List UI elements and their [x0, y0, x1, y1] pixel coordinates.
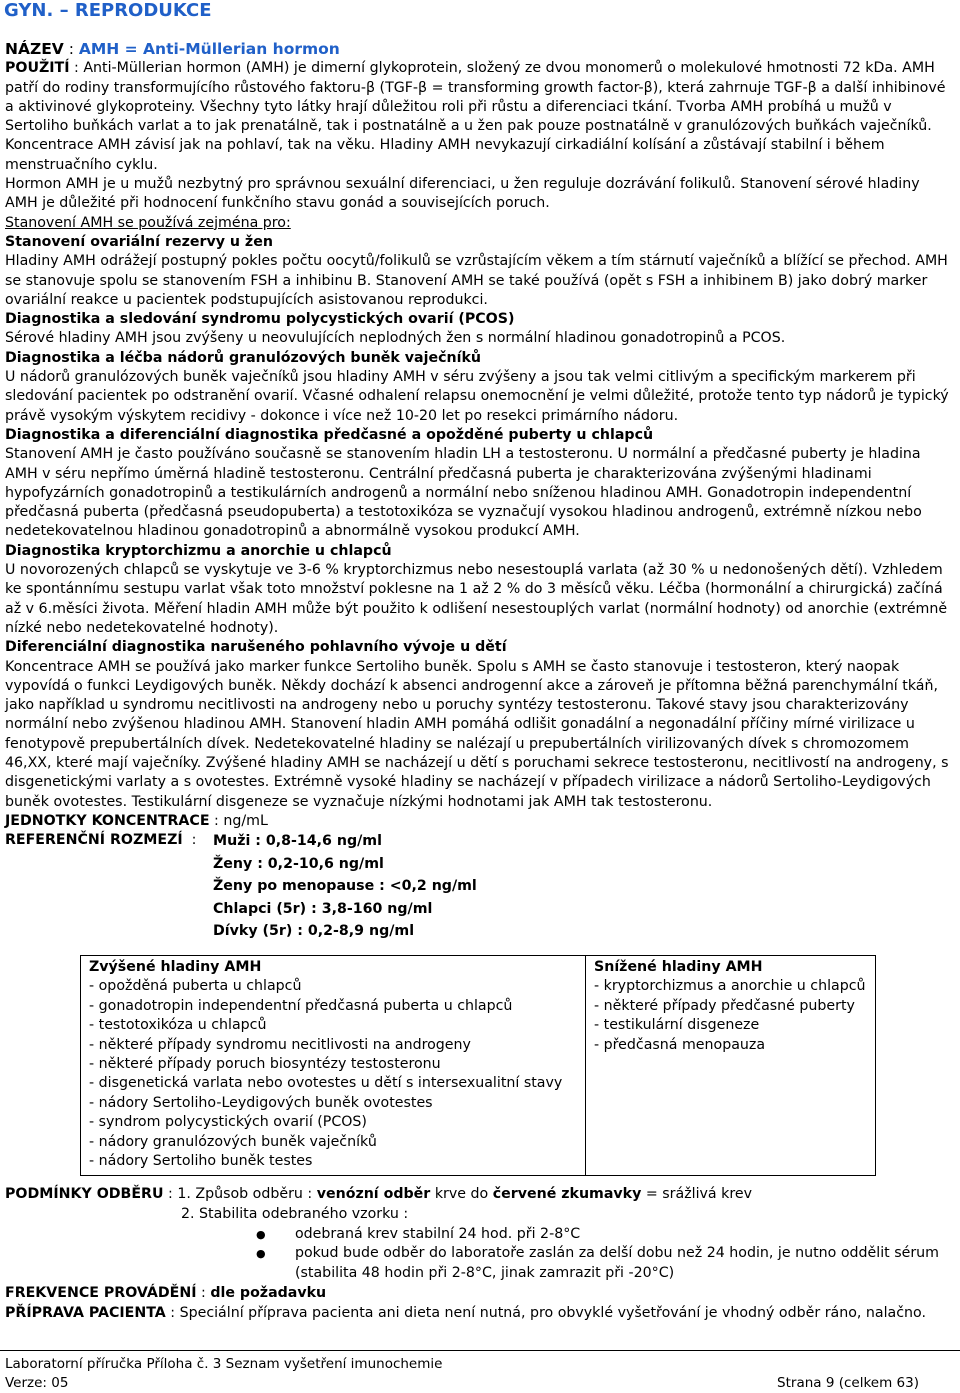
units-line: JEDNOTKY KONCENTRACE : ng/mL — [5, 812, 268, 829]
used-for-label: Stanovení AMH se používá zejména pro: — [5, 214, 291, 231]
table-item: - nádory Sertoliho-Leydigových buněk ovotestes — [89, 1094, 433, 1111]
units-value: ng/mL — [223, 812, 268, 829]
usage-label: POUŽITÍ — [5, 60, 70, 77]
increased-levels-cell — [81, 956, 586, 1176]
reference-value: Ženy : 0,2-10,6 ng/ml — [213, 855, 384, 872]
amh-levels-table — [80, 955, 876, 1176]
name-line: NÁZEV : AMH = Anti-Müllerian hormon — [5, 40, 340, 58]
frequency-line: FREKVENCE PROVÁDĚNÍ : dle požadavku — [5, 1284, 327, 1301]
table-item: - disgenetická varlata nebo ovotestes u dětí s intersexualitní stavy — [89, 1075, 563, 1092]
bottom-section — [5, 1185, 949, 1324]
section-text: U novorozených chlapců se vyskytuje ve 3-6 % kryptorchizmus nebo nesestouplá varlata (až 30 % u nedonošených dětí). Vzhledem ke spontánnímu sestupu varlat však toto množství poklesne na 1 až 2 % do 3 měsíců věku. Léčba (hormonální a chirurgická) začíná až v 6.měsíci života. Měření hladin AMH může být použito k odlišení nesestouplých varlat (normální hodnoty) od anorchie (extrémně nízké nebo nedetekovatelné hodnoty). — [5, 562, 948, 636]
section-text: Hladiny AMH odrážejí postupný pokles počtu oocytů/folikulů se vzrůstajícím věkem a tím stárnutí vaječníků a blížící se přechod. AMH se stanovuje spolu se stanovením FSH a inhibinu B. Stanovení AMH se také používá (opět s FSH a inhibinem B) jako dobrý marker ovariální reakce u pacientek podstupujících asistovanou reprodukci. — [5, 253, 948, 308]
footer-title: Laboratorní příručka Příloha č. 3 Seznam vyšetření imunochemie — [5, 1356, 443, 1372]
stability-label: 2. Stabilita odebraného vzorku : — [181, 1205, 409, 1222]
usage-paragraph: POUŽITÍ : Anti-Müllerian hormon (AMH) je dimerní glykoprotein, složený ze dvou monomerů o molekulové hmotnosti 72 kDa. AMH patří do rodiny transformujícího růstového faktoru-β (TGF-β = transforming growth factor-β), která zahrnuje TGF-β a další inhibinové a aktivinové glykoproteiny. Všechny tyto látky hrají důležitou roli při růstu a diferenciaci tkání. Tvorba AMH probíhá u mužů v Sertoliho buňkách varlat a to jak prenatálně, tak i postnatálně a u žen pak pouze postnatálně v granulózových buňkách vaječníků. Koncentrace AMH závisí jak na pohlaví, tak na věku. Hladiny AMH nevykazují cirkadiální kolísání a zůstávají stabilní i během menstruačního cyklu. — [5, 60, 946, 173]
preparation-label: PŘÍPRAVA PACIENTA — [5, 1304, 166, 1321]
decreased-levels-cell — [586, 956, 876, 1176]
list-item: ● odebraná krev stabilní 24 hod. při 2-8°C — [5, 1225, 949, 1245]
table-item: - kryptorchizmus a anorchie u chlapců — [594, 978, 866, 995]
section-heading: Diagnostika a léčba nádorů granulózových buněk vaječníků — [5, 349, 482, 366]
preparation-value: Speciální příprava pacienta ani dieta není nutná, pro obvyklé vyšetřování je vhodný odběr ráno, nalačno. — [179, 1304, 926, 1321]
frequency-label: FREKVENCE PROVÁDĚNÍ — [5, 1284, 197, 1301]
reference-values — [213, 830, 477, 943]
table-item: - opožděná puberta u chlapců — [89, 978, 302, 995]
reference-range: REFERENČNÍ ROZMEZÍ : Muži : 0,8-14,6 ng/ml Ženy : 0,2-10,6 ng/ml Ženy po menopause : <0,2 ng/ml Chlapci (5r) : 3,8-160 ng/ml Dívky (5r) : 0,2-8,9 ng/ml — [5, 831, 949, 943]
name-label: NÁZEV — [5, 40, 64, 58]
usage-paragraph-2: Hormon AMH je u mužů nezbytný pro správnou sexuální diferenciaci, u žen reguluje dozrávání folikulů. Stanovení sérové hladiny AMH je důležité při hodnocení funkčního stavu gonád a souvisejících poruch. — [5, 176, 920, 212]
section-heading: Diagnostika a diferenciální diagnostika předčasné a opožděné puberty u chlapců — [5, 426, 654, 443]
table-item: - testikulární disgeneze — [594, 1017, 760, 1034]
collection-line: PODMÍNKY ODBĚRU : 1. Způsob odběru : venózní odběr krve do červené zkumavky = srážlivá krev — [5, 1186, 752, 1202]
collection-tube: červené zkumavky — [492, 1186, 642, 1202]
table-item: - předčasná menopauza — [594, 1036, 766, 1053]
section-text: Sérové hladiny AMH jsou zvýšeny u neovulujících neplodných žen s normální hladinou gonadotropinů a PCOS. — [5, 330, 786, 347]
stability-line — [5, 1205, 949, 1225]
page-number: Strana 9 (celkem 63) — [777, 1375, 919, 1391]
section-text: Stanovení AMH je často používáno současně se stanovením hladin LH a testosteronu. U normální a předčasné puberty je hladina AMH v séru nepřímo úměrná hladině testosteronu. Centrální předčasná puberta je charakterizována zvýšenými hladinami hypofyzárních gonadotropinů a testikulárních androgenů a normální nebo sníženou hladinou AMH. Gonadotropin independentní předčasná puberta (předčasná pseudopuberta) a testotoxikóza se vyznačují vysokou hladinou androgenů, extrémně nízkou nebo nedetekovatelnou hladinou gonadotropinů a abnormálně vysokou produkcí AMH. — [5, 446, 922, 540]
table-item: - gonadotropin independentní předčasná puberta u chlapců — [89, 997, 513, 1014]
reference-label: REFERENČNÍ ROZMEZÍ — [5, 832, 183, 849]
footer-row — [5, 1374, 919, 1393]
name-value: AMH = Anti-Müllerian hormon — [78, 40, 340, 58]
preparation-line: PŘÍPRAVA PACIENTA : Speciální příprava pacienta ani dieta není nutná, pro obvyklé vyšetřování je vhodný odběr ráno, nalačno. — [5, 1304, 926, 1321]
section-text: Koncentrace AMH se používá jako marker funkce Sertoliho buněk. Spolu s AMH se často stanovuje i testosteron, který naopak vypovídá o funkci Leydigových buněk. Někdy dochází k absenci androgenní akce a zároveň je přítomna běžná parenchymální tkáň, jako například u syndromu necitlivosti na androgeny nebo u poruchy syntézy testosteronu. Takové stavy jsou charakterizovány normální nebo zvýšenou hladinou AMH. Stanovení hladin AMH pomáhá odlišit gonadální a negonadální příčiny mírné virilizace u fenotypově prepubertálních dívek. Nedetekovatelné hladiny se nalézají u prepubertálních virilizovaných dívek s chromozomem 46,XX, které mají vaječníky. Zvýšené hladiny AMH se nacházejí u dětí s poruchami sekrece testosteronu, necitlivostí na androgeny, s disgenetickými varlaty a s ovotestes. Extrémně vysoké hladiny se nacházejí v případech virilizace a nádorů Sertoliho-Leydigových buněk ovotestes. Testikulární disgeneze se vyznačuje nízkými hodnotami jak AMH tak testosteronu. — [5, 658, 949, 810]
table-item: - syndrom polycystických ovarií (PCOS) — [89, 1114, 367, 1131]
collection-mid: krve do — [434, 1186, 489, 1202]
collection-label: PODMÍNKY ODBĚRU — [5, 1186, 164, 1202]
table-item: - testotoxikóza u chlapců — [89, 1017, 267, 1034]
section-heading: Diferenciální diagnostika narušeného pohlavního vývoje u dětí — [5, 639, 507, 656]
usage-text: Anti-Müllerian hormon (AMH) je dimerní glykoprotein, složený ze dvou monomerů o molekulové hmotnosti 72 kDa. AMH patří do rodiny transformujícího růstového faktoru-β (TGF-β = transforming growth factor-β), která zahrnuje TGF-β a další inhibinové a aktivinové glykoproteiny. Všechny tyto látky hrají důležitou roli při růstu a diferenciaci tkání. Tvorba AMH probíhá u mužů v Sertoliho buňkách varlat a to jak prenatálně, tak i postnatálně a u žen pak pouze postnatálně v granulózových buňkách vaječníků. Koncentrace AMH závisí jak na pohlaví, tak na věku. Hladiny AMH nevykazují cirkadiální kolísání a zůstávají stabilní i během menstruačního cyklu. — [5, 60, 946, 173]
collection-item1: 1. Způsob odběru : — [177, 1186, 313, 1202]
table-item: - nádory granulózových buněk vaječníků — [89, 1133, 377, 1150]
list-item: ● pokud bude odběr do laboratoře zaslán za delší dobu než 24 hodin, je nutno oddělit sérum (stabilita 48 hodin při 2-8°C, jinak zamrazit při -20°C) — [5, 1244, 949, 1284]
units-label: JEDNOTKY KONCENTRACE — [5, 812, 210, 829]
reference-value: Dívky (5r) : 0,2-8,9 ng/ml — [213, 923, 415, 940]
table-item: - nádory Sertoliho buněk testes — [89, 1153, 313, 1170]
section-heading: Diagnostika a sledování syndromu polycystických ovarií (PCOS) — [5, 311, 515, 328]
collection-method: venózní odběr — [316, 1186, 431, 1202]
footer-divider — [0, 1350, 960, 1351]
reference-value: Muži : 0,8-14,6 ng/ml — [213, 833, 382, 850]
decreased-header: Snížené hladiny AMH — [594, 959, 763, 975]
frequency-value: dle požadavku — [210, 1284, 327, 1301]
table-item: - některé případy syndromu necitlivosti na androgeny — [89, 1036, 471, 1053]
section-text: U nádorů granulózových buněk vaječníků jsou hladiny AMH v séru zvýšeny a jsou tak velmi citlivým a specifickým markerem při sledování pacientek po odstranění ovarií. Včasné odhalení relapsu onemocnění je velmi důležité, protože tento typ nádorů je typický právě vysokým výskytem recidivy - dokonce i více než 10-20 let po resekci primárního nádoru. — [5, 369, 949, 424]
reference-value: Chlapci (5r) : 3,8-160 ng/ml — [213, 900, 433, 917]
section-heading: Stanovení ovariální rezervy u žen — [5, 233, 273, 250]
reference-value: Ženy po menopause : <0,2 ng/ml — [213, 878, 477, 895]
increased-header: Zvýšené hladiny AMH — [89, 959, 262, 975]
collection-suffix: = srážlivá krev — [645, 1186, 752, 1202]
page-title: GYN. – REPRODUKCE — [4, 0, 212, 21]
stability-list — [5, 1225, 949, 1284]
footer-version: Verze: 05 — [5, 1375, 69, 1391]
section-heading: Diagnostika kryptorchizmu a anorchie u chlapců — [5, 542, 392, 559]
table-item: - některé případy poruch biosyntézy testosteronu — [89, 1056, 441, 1073]
table-item: - některé případy předčasné puberty — [594, 997, 855, 1014]
page-footer — [5, 1355, 919, 1393]
document-body — [5, 40, 949, 943]
